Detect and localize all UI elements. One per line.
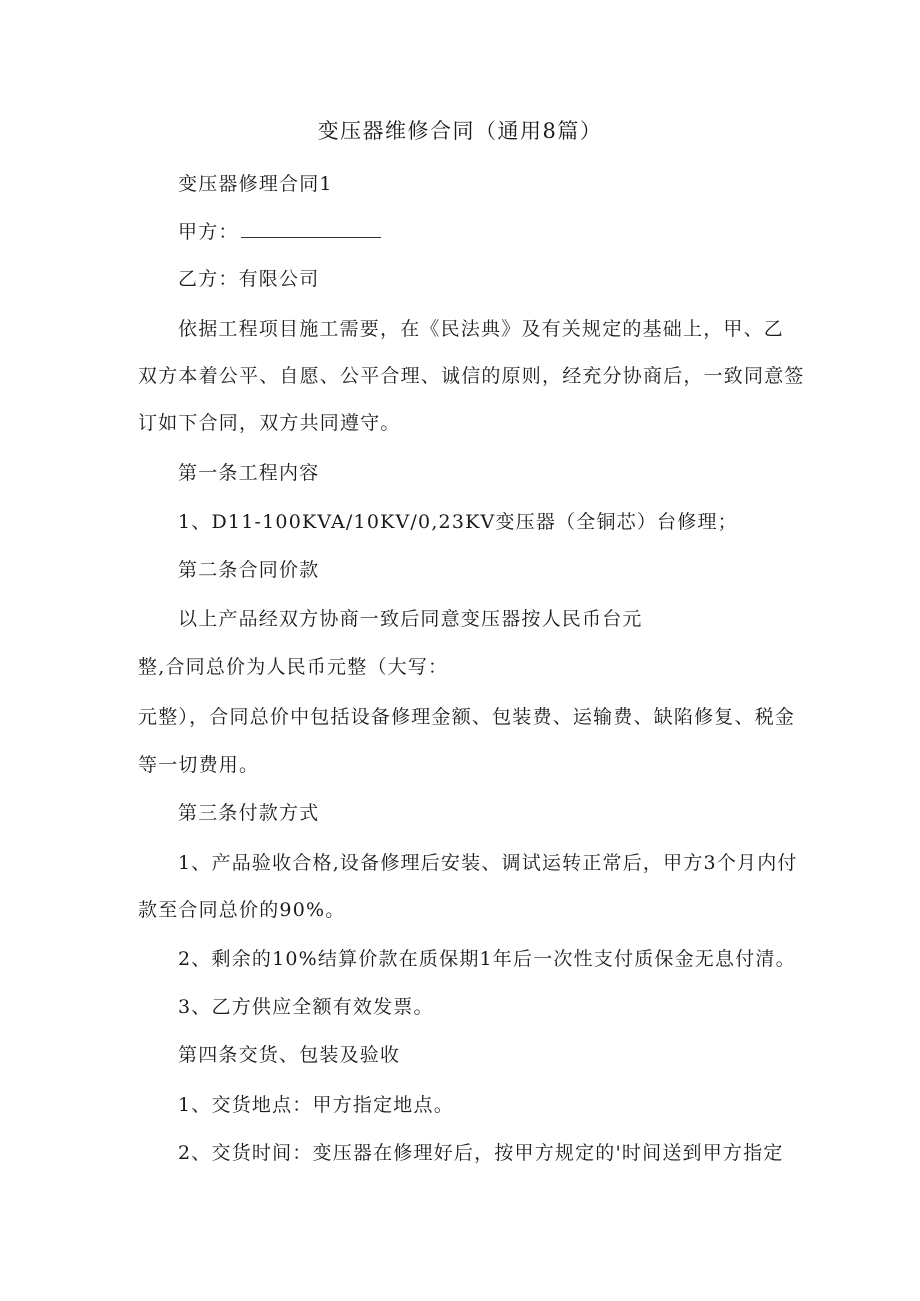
article3-item1-line-1: 1、产品验收合格,设备修理后安装、调试运转正常后，甲方3个月内付 bbox=[178, 852, 798, 874]
article2-line-2: 整,合同总价为人民币元整（大写： bbox=[138, 656, 449, 678]
article3-heading: 第三条付款方式 bbox=[178, 802, 320, 824]
article2-line-4: 等一切费用。 bbox=[138, 754, 260, 776]
party-a-label: 甲方： bbox=[178, 221, 239, 243]
article1-item1: 1、D11-100KVA/10KV/0,23KV变压器（全铜芯）台修理； bbox=[178, 511, 738, 533]
article3-item3: 3、乙方供应全额有效发票。 bbox=[178, 996, 434, 1018]
party-a-blank bbox=[241, 219, 381, 238]
intro-line-1: 依据工程项目施工需要，在《民法典》及有关规定的基础上，甲、乙 bbox=[178, 318, 785, 340]
contract-subtitle: 变压器修理合同1 bbox=[178, 173, 333, 195]
article3-item1-line-2: 款至合同总价的90%。 bbox=[138, 899, 346, 921]
intro-line-3: 订如下合同，双方共同遵守。 bbox=[138, 412, 401, 434]
article2-line-3: 元整），合同总价中包括设备修理金额、包装费、运输费、缺陷修复、税金 bbox=[138, 706, 796, 728]
party-b-line: 乙方：有限公司 bbox=[178, 268, 320, 290]
article4-heading: 第四条交货、包装及验收 bbox=[178, 1044, 401, 1066]
article4-item1: 1、交货地点：甲方指定地点。 bbox=[178, 1094, 454, 1116]
article1-heading: 第一条工程内容 bbox=[178, 462, 320, 484]
article2-heading: 第二条合同价款 bbox=[178, 559, 320, 581]
document-title: 变压器维修合同（通用8篇） bbox=[317, 119, 603, 143]
article3-item2: 2、剩余的10%结算价款在质保期1年后一次性支付质保金无息付清。 bbox=[178, 948, 796, 970]
article4-item2: 2、交货时间：变压器在修理好后，按甲方规定的'时间送到甲方指定 bbox=[178, 1142, 784, 1164]
intro-line-2: 双方本着公平、自愿、公平合理、诚信的原则，经充分协商后，一致同意签 bbox=[138, 365, 805, 387]
article2-line-1: 以上产品经双方协商一致后同意变压器按人民币台元 bbox=[178, 608, 643, 630]
party-a-line bbox=[178, 219, 381, 244]
